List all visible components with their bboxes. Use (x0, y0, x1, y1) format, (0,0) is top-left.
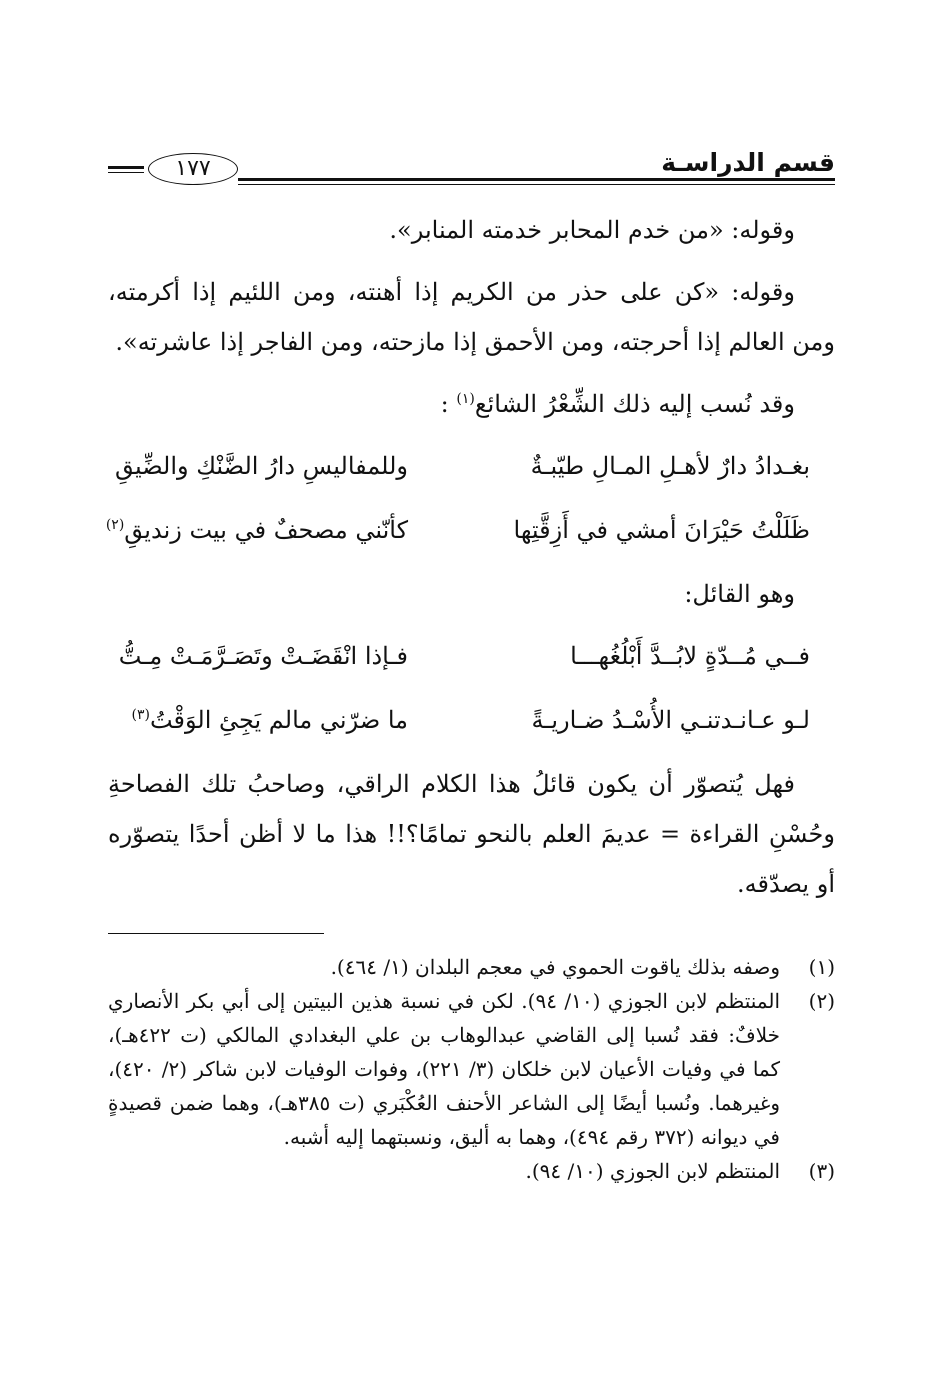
poem-intro: وهو القائل: (684, 580, 795, 608)
verse-second-hemistich (108, 441, 408, 491)
body-text (105, 205, 835, 921)
footnote-divider (108, 933, 324, 934)
footnote-text: المنتظم لابن الجوزي (١٠/ ٩٤). لكن في نسبة هذين البيتين إلى أبي بكر الأنصاري خلافٌ: فقد نُسبا إلى القاضي عبدالوهاب بن علي البغدادي المالكي (ت ٤٢٢هـ)، كما في وفيات الأعيان لابن خلكان (٣/ ٢٢١)، وفوات الوفيات لابن شاكر (٢/ ٤٢٠)، وغيرهما. ونُسبا أيضًا إلى الشاعر الأحنف العُكْبَري (ت ٣٨٥هـ)، وهما ضمن قصيدةٍ في ديوانه (٣٧٢ رقم ٤٩٤)، وهما به أليق، ونسبتهما إليه أشبه. (108, 989, 780, 1149)
footnote-number: (٣) (808, 1159, 835, 1183)
footnote (108, 1154, 835, 1188)
verse-text: وللمفاليسِ دارُ الضَّنْكِ والضِّيقِ (114, 452, 408, 480)
footnote-ref: (١) (456, 391, 475, 407)
footnote-text: المنتظم لابن الجوزي (١٠/ ٩٤). (525, 1159, 780, 1183)
verse-first-hemistich: لـو عـانـدتنـي الأُسْـدُ ضـاريـةً (531, 706, 810, 734)
verse-text: كأنّني مصحفٌ في بيت زنديقِ (124, 516, 408, 544)
footnote-ref: (٢) (105, 517, 125, 533)
verse-line (108, 695, 835, 745)
paragraph: وقوله: «كن على حذر من الكريم إذا أهنته، ومن اللئيم إذا أكرمته، ومن العالم إذا أحرجته، ومن الأحمق إذا مازحته، ومن الفاجر إذا عاشرته». (108, 278, 835, 356)
poem-intro-colon: : (440, 390, 449, 418)
verse-second-hemistich (108, 631, 408, 681)
verse-first-hemistich: ظَلَلْتُ حَيْرَانَ أمشي في أَزِقَّتِها (513, 516, 810, 544)
page-number: ١٧٧ (148, 153, 238, 185)
verse-text: ما ضرّني مالم يَجِئِ الوَقْتُ (149, 706, 408, 734)
header-rule (238, 178, 835, 185)
paragraph: فهل يُتصوّر أن يكون قائلُ هذا الكلام الراقي، وصاحبُ تلك الفصاحةِ وحُسْنِ القراءة = عديمَ العلم بالنحو تمامًا؟!! هذا ما لا أظن أحدًا يتصوّره أو يصدّقه. (108, 770, 835, 898)
verse-first-hemistich: بغـدادُ دارٌ لأهـلِ المـالِ طيّبـةٌ (530, 452, 810, 480)
verse-second-hemistich (105, 505, 408, 555)
paragraph: وقوله: «من خدم المحابر خدمته المنابر». (389, 216, 795, 244)
verse-second-hemistich (108, 695, 408, 745)
poem-intro (108, 379, 835, 429)
verse-line (108, 441, 835, 491)
verse-line (105, 505, 835, 555)
section-title: قسم الدراسـة (661, 148, 835, 177)
footnotes (108, 950, 835, 1188)
page-header (108, 148, 835, 192)
footnote (108, 950, 835, 984)
verse-first-hemistich: فــي مُــدّةٍ لابُــدَّ أَبْلُغُهـــا (570, 642, 810, 670)
footnote-text: وصفه بذلك ياقوت الحموي في معجم البلدان (١/ ٤٦٤). (330, 955, 780, 979)
footnote (108, 984, 835, 1154)
footnote-number: (٢) (808, 989, 835, 1013)
verse-line (108, 631, 835, 681)
poem-intro-text: وقد نُسب إليه ذلك الشِّعْرُ الشائع (474, 390, 795, 418)
header-rule-short (108, 166, 144, 173)
verse-text: فـإذا انْقَضَـتْ وتَصَـرَّمَـتْ مِـتُّ (118, 642, 408, 670)
footnote-ref: (٣) (131, 707, 150, 723)
footnote-number: (١) (808, 955, 835, 979)
